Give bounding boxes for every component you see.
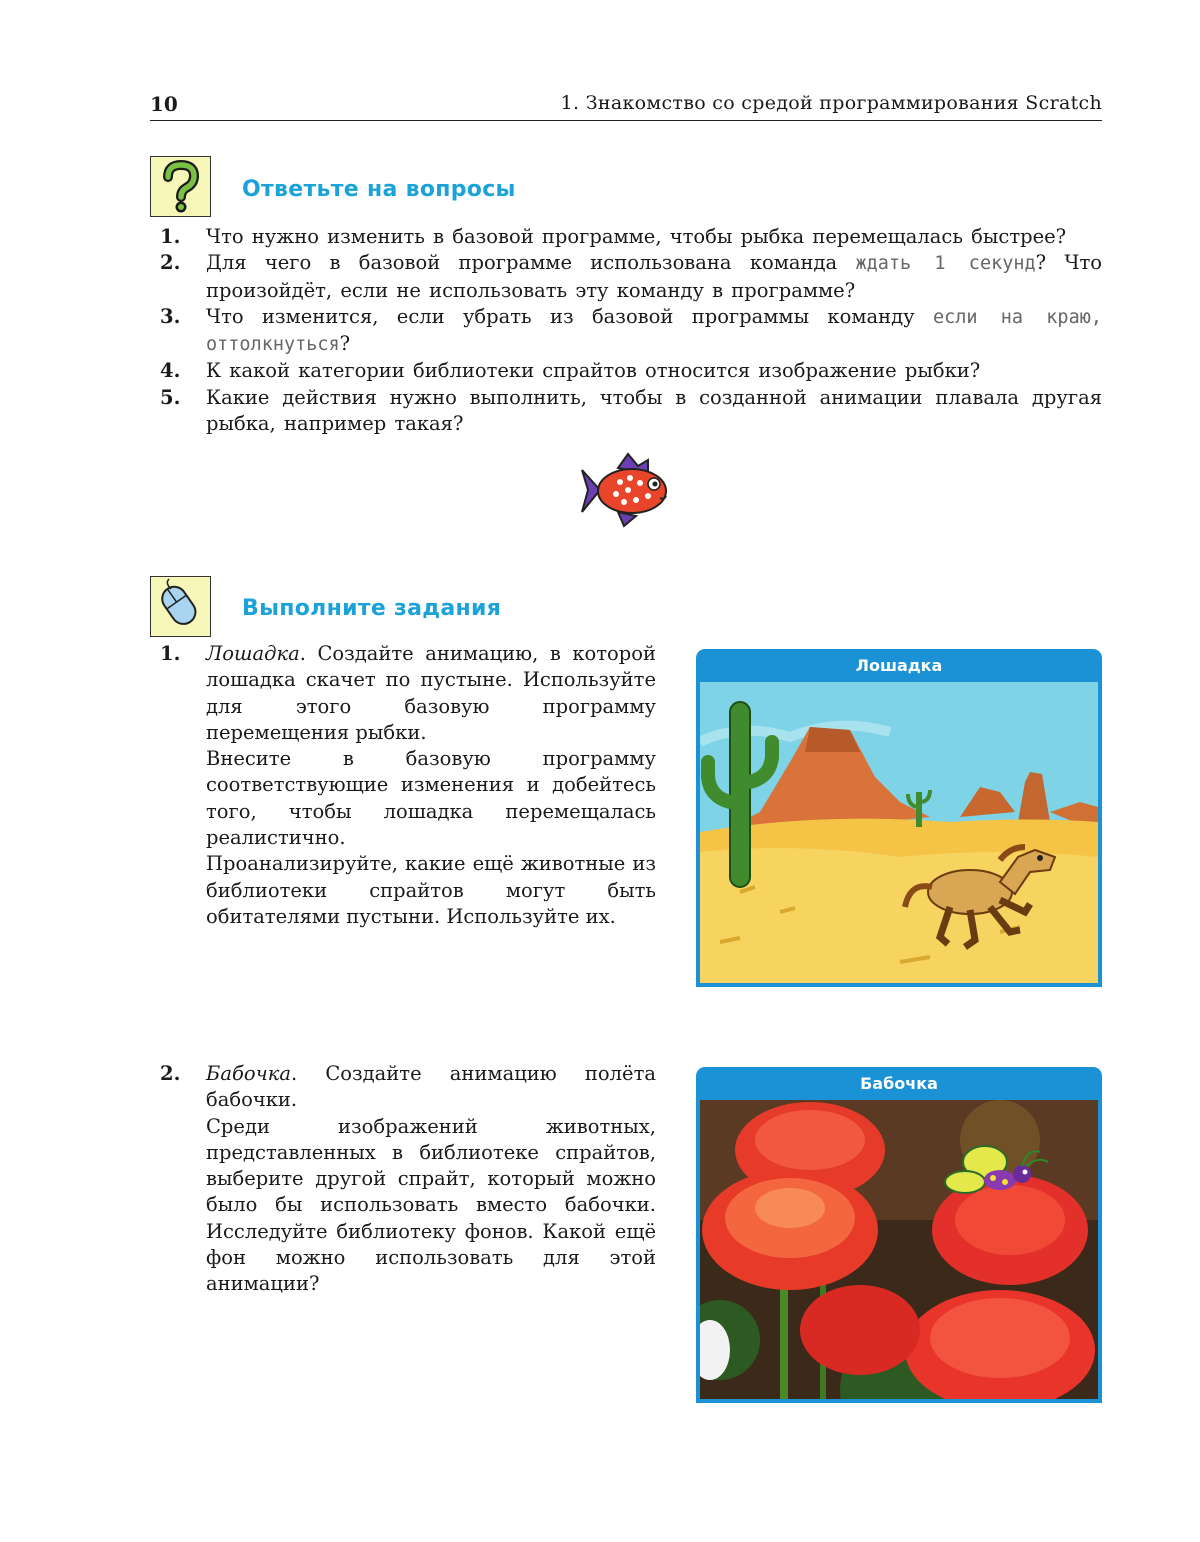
tasks-heading: Выполните задания — [242, 596, 502, 621]
questions-heading: Ответьте на вопросы — [242, 177, 516, 202]
task-item: 2. Бабочка. Создайте анимацию полёта бабочки. Среди изображений животных, представленных в библиотеке спрайтов, выберите другой спрайт, который можно было бы использовать вместо бабочки. Исследуйте библиотеку фонов. Какой ещё фон можно использовать для этой анимации? — [160, 1062, 656, 1296]
page-header — [150, 92, 1102, 121]
frame-title: Бабочка — [860, 1074, 938, 1093]
command-wait: ждать 1 секунд — [855, 253, 1036, 275]
desert-scene — [700, 682, 1098, 983]
list-item: 5. Какие действия нужно выполнить, чтобы в созданной анимации плавала другая рыбка, например такая? — [160, 385, 1102, 436]
page-number: 10 — [150, 92, 178, 116]
command-bounce: если на краю, оттолкнуться — [206, 306, 1102, 356]
task-name: Лошадка — [206, 642, 300, 665]
task-item: 1. Лошадка. Создайте анимацию, в которой лошадка скачет по пустыне. Используйте для этого базовую программу перемещения рыбки. Внесите в базовую программу соответствующие изменения и добейтесь того, чтобы лошадка перемещалась реалистично. Проанализируйте, какие ещё животные из библиотеки спрайтов могут быть обитателями пустыни. Используйте их. — [160, 642, 656, 928]
list-item: 3. Что изменится, если убрать из базовой программы команду если на краю, оттолкнуться? — [160, 304, 1102, 356]
question-mark-icon — [150, 156, 211, 217]
computer-mouse-icon — [150, 576, 211, 637]
task-name: Бабочка — [206, 1062, 291, 1085]
list-item: 4. К какой категории библиотеки спрайтов относится изображение рыбки? — [160, 359, 981, 383]
butterfly-scene-frame — [696, 1067, 1102, 1403]
flower-scene — [700, 1100, 1098, 1399]
question-list — [160, 224, 1102, 437]
fish-illustration — [578, 450, 672, 532]
running-title: 1. Знакомство со средой программирования Scratch — [560, 92, 1102, 114]
list-item: 2. Для чего в базовой программе использована команда ждать 1 секунд? Что произойдёт, если не использовать эту команду в программе? — [160, 251, 1102, 302]
frame-title: Лошадка — [855, 656, 943, 675]
horse-scene-frame — [696, 649, 1102, 987]
list-item: 1. Что нужно изменить в базовой программе, чтобы рыбка перемещалась быстрее? — [160, 225, 1067, 248]
